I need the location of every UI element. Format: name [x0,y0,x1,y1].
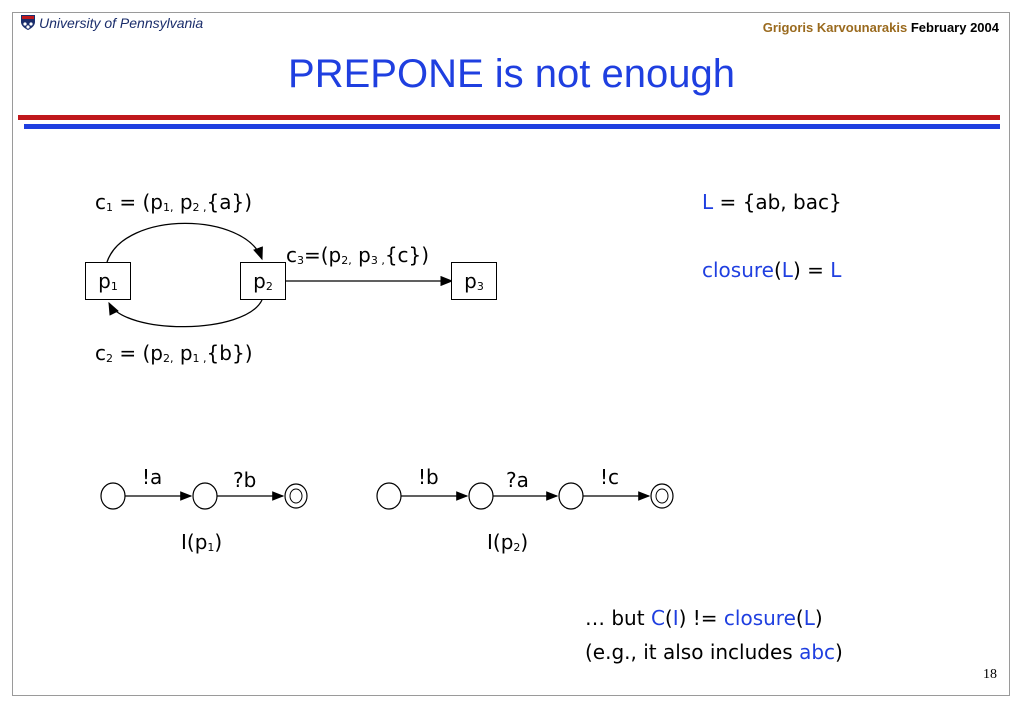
automaton-p2-caption: $I(p_2)$ [487,530,529,554]
c1-arrow [107,223,262,262]
slide-title: PREPONE is not enough [288,52,735,96]
state [377,483,401,509]
peer-p3-box: $p_3$ [451,262,497,300]
transition-label: !c [600,465,620,489]
state [559,483,583,509]
automaton-p1-caption: $I(p_1)$ [181,530,223,554]
page-number: 18 [983,667,997,682]
channel-c3-label: $c_3=(p_{2,}$ $p_{3 ,}\{c\}$) [286,243,430,267]
channel-c1-label: $c_1 = (p_{1,}$ $p_{2 ,}\{a\}$) [95,190,253,214]
state [193,483,217,509]
final-state-inner [290,489,302,503]
state [469,483,493,509]
c2-arrow [109,300,262,327]
final-state-inner [656,489,668,503]
author-name: Grigoris Karvounarakis [762,20,908,35]
transition-label: !b [418,465,439,489]
conclusion-line-1: … but C(I) != closure(L) [585,606,823,630]
date: February 2004 [910,20,999,35]
peer-p2-box: $p_2$ [240,262,286,300]
conclusion-line-2: (e.g., it also includes abc) [585,640,843,664]
transition-label: ?b [233,468,257,492]
closure-statement: closure(L) = L [702,258,842,282]
transition-label: ?a [506,468,529,492]
channel-c2-label: $c_2 = (p_{2,}$ $p_{1 ,}\{b\}$) [95,341,253,365]
university-name: University of Pennsylvania [39,15,204,31]
state [101,483,125,509]
automaton-p1 [101,483,307,509]
language-definition: L = {ab, bac} [702,190,842,214]
peer-p1-box: $p_1$ [85,262,131,300]
transition-label: !a [142,465,163,489]
